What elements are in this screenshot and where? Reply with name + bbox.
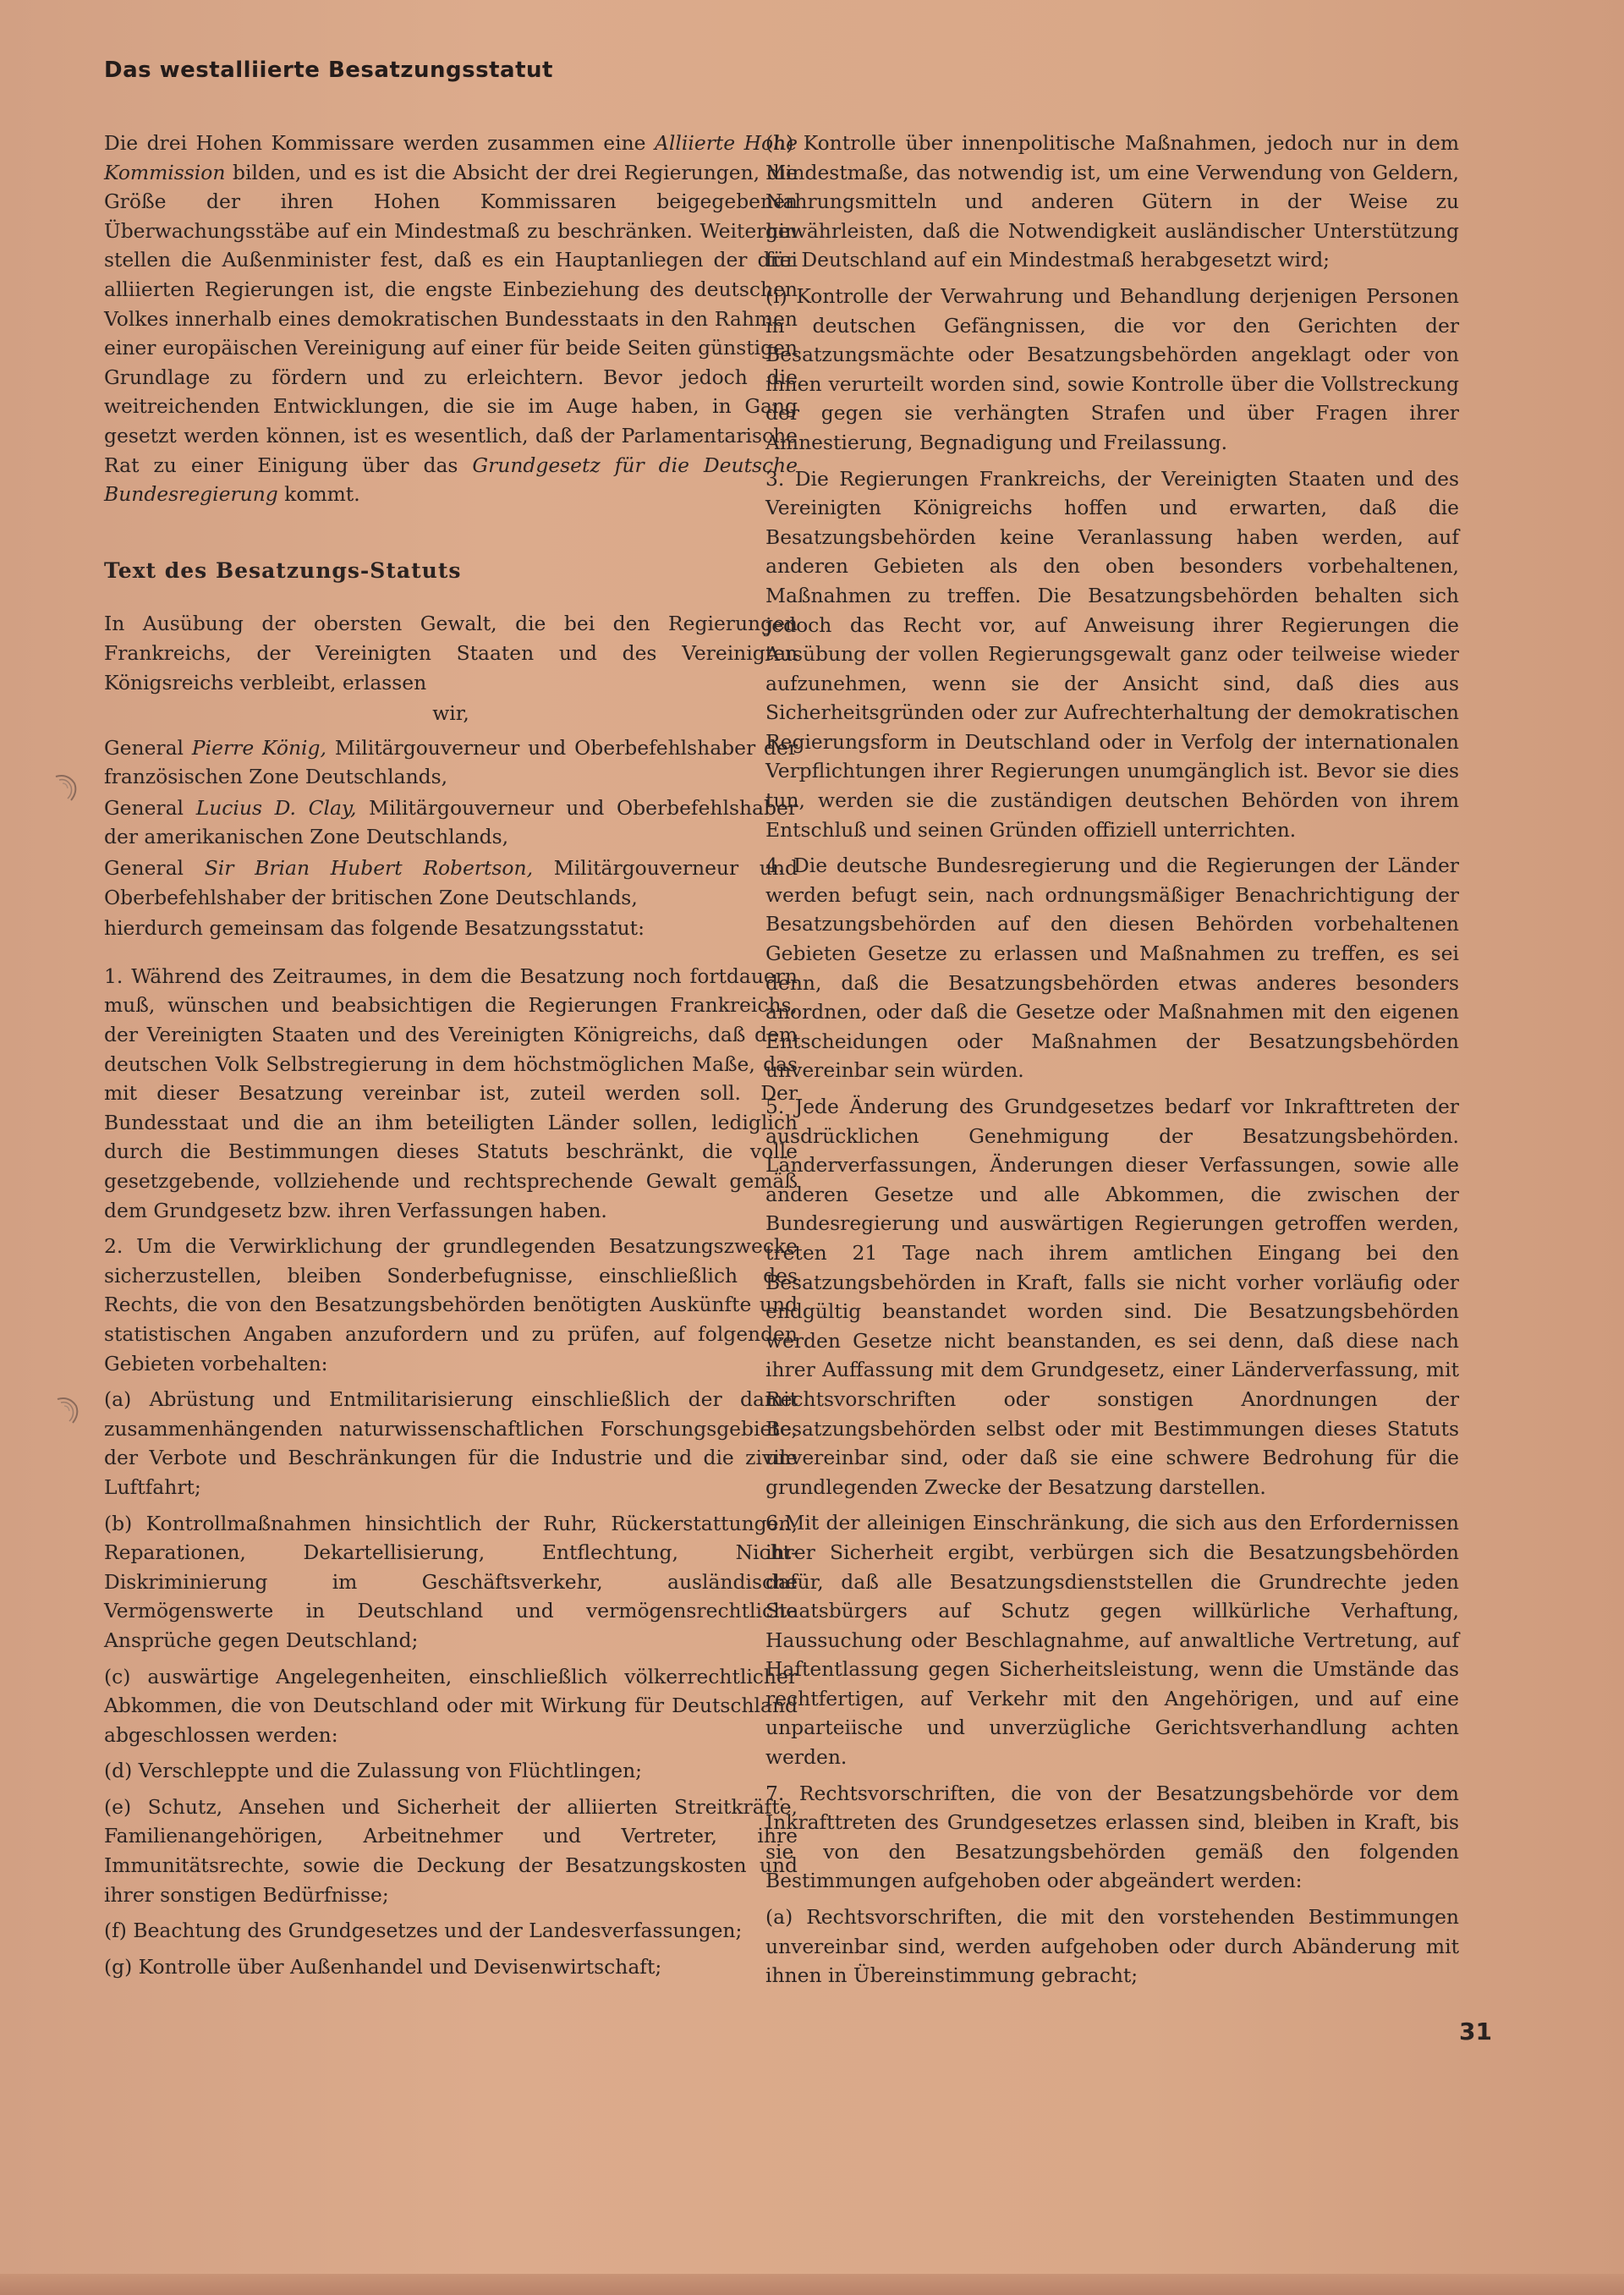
preamble-paragraph: In Ausübung der obersten Gewalt, die bei den Regierungen Frankreichs, der Vereinigten Staaten und des Vereinigten Königsreichs verbleibt, erlassen [104, 612, 798, 695]
article-2: 2. Um die Verwirklichung der grundlegenden Besatzungszwecke sicherzustellen, bleiben Sonderbefugnisse, einschließlich des Rechts, die von den Besatzungsbehörden benötigten Auskünfte und statistischen Angaben anzufordern und zu prüfen, auf folgenden Gebieten vorbehalten: [104, 1234, 798, 1375]
right-column [765, 129, 1459, 1997]
item-g: (g) Kontrolle über Außenhandel und Devisenwirtschaft; [104, 1954, 662, 1979]
page-number: 31 [1459, 2018, 1492, 2045]
item-a: (a) Abrüstung und Entmilitarisierung einschließlich der damit zusammenhängenden naturwissenschaftlichen Forschungsgebiete, der Verbote und Beschränkungen für die Industrie und die zivile Luftfahrt; [104, 1387, 798, 1499]
article-6: 6.Mit der alleinigen Einschränkung, die sich aus den Erfordernissen ihrer Sicherheit ergibt, verbürgen sich die Besatzungsbehörden dafür, daß alle Besatzungsdienststellen die Grundrechte jeden Staatsbürgers auf Schutz gegen willkürliche Verhaftung, Haussuchung oder Beschlagnahme, auf anwaltliche Vertretung, auf Haftentlassung gegen Sicherheitsleistung, wenn die Umstände das rechtfertigen, auf Verkehr mit den Angehörigen, und auf eine unparteiische und unverzügliche Gerichtsverhandlung achten werden. [765, 1511, 1459, 1770]
section-title: Text des Besatzungs-Statuts [104, 557, 462, 583]
punch-hole-mark [54, 1394, 83, 1428]
item-c: (c) auswärtige Angelegenheiten, einschließlich völkerrechtlicher Abkommen, die von Deutschland oder mit Wirkung für Deutschland abgeschlossen werden: [104, 1664, 798, 1747]
item-d: (d) Verschleppte und die Zulassung von Flüchtlingen; [104, 1759, 643, 1783]
article-5: 5. Jede Änderung des Grundgesetzes bedarf vor Inkrafttreten der ausdrücklichen Genehmigung der Besatzungsbehörden. Länderverfassungen, Änderungen dieser Verfassungen, sowie alle anderen Gesetze und alle Abkommen, die zwischen der Bundesregierung und auswärtigen Regierungen getroffen werden, treten 21 Tage nach ihrem amtlichen Eingang bei den Besatzungsbehörden in Kraft, falls sie nicht vorher vorläufig oder endgültig beanstandet worden sind. Die Besatzungsbehörden werden Gesetze nicht beanstanden, es sei denn, daß diese nach ihrer Auffassung mit dem Grundgesetz, einer Länderverfassung, mit Rechtsvorschriften oder sonstigen Anordnungen der Besatzungsbehörden selbst oder mit Bestimmungen dieses Statuts unvereinbar sind, oder daß sie eine schwere Bedrohung für die grundlegenden Zwecke der Besatzung darstellen. [765, 1095, 1459, 1499]
item-f: (f) Beachtung des Grundgesetzes und der Landesverfassungen; [104, 1919, 743, 1943]
article-1: 1. Während des Zeitraumes, in dem die Besatzung noch fortdauern muß, wünschen und beabsichtigen die Regierungen Frankreichs, der Vereinigten Staaten und des Vereinigten Königreichs, daß dem deutschen Volk Selbstregierung in dem höchstmöglichen Maße, das mit dieser Besatzung vereinbar ist, zuteil werden soll. Der Bundesstaat und die an ihm beteiligten Länder sollen, lediglich durch die Bestimmungen dieses Statuts beschränkt, die volle gesetzgebende, vollziehende und rechtsprechende Gewalt gemäß dem Grundgesetz bzw. ihren Verfassungen haben. [104, 964, 798, 1222]
article-7a: (a) Rechtsvorschriften, die mit den vorstehenden Bestimmungen unvereinbar sind, werden aufgehoben oder durch Abänderung mit ihnen in Übereinstimmung gebracht; [765, 1905, 1459, 1988]
hierdurch-line: hierdurch gemeinsam das folgende Besatzungsstatut: [104, 916, 645, 941]
item-h: (h) Kontrolle über innenpolitische Maßnahmen, jedoch nur in dem Mindestmaße, das notwendig ist, um eine Verwendung von Geldern, Nahrungsmitteln und anderen Gütern in der Weise zu gewährleisten, daß die Notwendigkeit ausländischer Unterstützung für Deutschland auf ein Mindestmaß herabgesetzt wird; [765, 131, 1459, 272]
item-e: (e) Schutz, Ansehen und Sicherheit der alliierten Streitkräfte, Familienangehörigen, Arbeitnehmer und Vertreter, ihre Immunitätsrechte, sowie die Deckung der Besatzungskosten und ihrer sonstigen Bedürfnisse; [104, 1794, 798, 1907]
signatory-clay: General Lucius D. Clay, Militärgouverneur und Oberbefehlshaber der amerikanischen Zone Deutschlands, [104, 795, 798, 849]
running-header: Das westalliierte Besatzungsstatut [104, 58, 553, 83]
article-4: 4. Die deutsche Bundesregierung und die Regierungen der Länder werden befugt sein, nach ordnungsmäßiger Benachrichtigung der Besatzungsbehörden auf den diesen Behörden vorbehaltenen Gebieten Gesetze zu erlassen und Maßnahmen zu treffen, es sei denn, daß die Besatzungsbehörden etwas anderes besonders anordnen, oder daß die Gesetze oder Maßnahmen mit den eigenen Entscheidungen oder Maßnahmen der Besatzungsbehörden unvereinbar sein würden. [765, 854, 1459, 1083]
wir-line: wir, [432, 701, 469, 726]
item-i: (i) Kontrolle der Verwahrung und Behandlung derjenigen Personen in deutschen Gefängnissen, die vor den Gerichten der Besatzungsmächte oder Besatzungsbehörden angeklagt oder von ihnen verurteilt worden sind, sowie Kontrolle über die Vollstreckung der gegen sie verhängten Strafen und über Fragen ihrer Amnestierung, Begnadigung und Freilassung. [765, 283, 1459, 454]
left-column [104, 129, 798, 1988]
intro-paragraph: Die drei Hohen Kommissare werden zusammen eine Alliierte Hohe Kommission bilden, und es ist die Absicht der drei Regierungen, die Größe der ihren Hohen Kommissaren beigegebenen Überwachungsstäbe auf ein Mindestmaß zu beschränken. Weiterhin stellen die Außenminister fest, daß es ein Hauptanliegen der drei alliierten Regierungen ist, die engste Einbeziehung des deutschen Volkes innerhalb eines demokratischen Bundesstaats in den Rahmen einer europäischen Vereinigung auf einer für beide Seiten günstigen Grundlage zu fördern und zu erleichtern. Bevor jedoch die weitreichenden Entwicklungen, die sie im Auge haben, in Gang gesetzt werden können, ist es wesentlich, daß der Parlamentarische Rat zu einer Einigung über das Grundgesetz für die Deutsche Bundesregierung kommt. [104, 131, 798, 507]
signatory-koenig: General Pierre König, Militärgouverneur und Oberbefehlshaber der französischen Zone Deutschlands, [104, 735, 798, 789]
page-bottom-edge [0, 2274, 1624, 2295]
item-b: (b) Kontrollmaßnahmen hinsichtlich der Ruhr, Rückerstattungen, Reparationen, Dekartellisierung, Entflechtung, Nicht-Diskriminierung im Geschäftsverkehr, ausländische Vermögenswerte in Deutschland und vermögensrechtliche Ansprüche gegen Deutschland; [104, 1511, 798, 1652]
article-3: 3. Die Regierungen Frankreichs, der Vereinigten Staaten und des Vereinigten Königreichs hoffen und erwarten, daß die Besatzungsbehörden keine Veranlassung haben werden, auf anderen Gebieten als den oben besonders vorbehaltenen, Maßnahmen zu treffen. Die Besatzungsbehörden behalten sich jedoch das Recht vor, auf Anweisung ihrer Regierungen die Ausübung der vollen Regierungsgewalt ganz oder teilweise wieder aufzunehmen, wenn sie der Ansicht sind, daß dies aus Sicherheitsgründen oder zur Aufrechterhaltung der demokratischen Regierungsform in Deutschland oder in Verfolg der internationalen Verpflichtungen ihrer Regierungen unumgänglich ist. Bevor sie dies tun, werden sie die zuständigen deutschen Behörden von ihrem Entschluß und seinen Gründen offiziell unterrichten. [765, 466, 1459, 842]
punch-hole-mark [52, 771, 81, 805]
article-7: 7. Rechtsvorschriften, die von der Besatzungsbehörde vor dem Inkrafttreten des Grundgesetzes erlassen sind, bleiben in Kraft, bis sie von den Besatzungsbehörden gemäß den folgenden Bestimmungen aufgehoben oder abgeändert werden: [765, 1781, 1459, 1893]
signatory-robertson: General Sir Brian Hubert Robertson, Militärgouverneur und Oberbefehlshaber der britischen Zone Deutschlands, [104, 856, 798, 909]
